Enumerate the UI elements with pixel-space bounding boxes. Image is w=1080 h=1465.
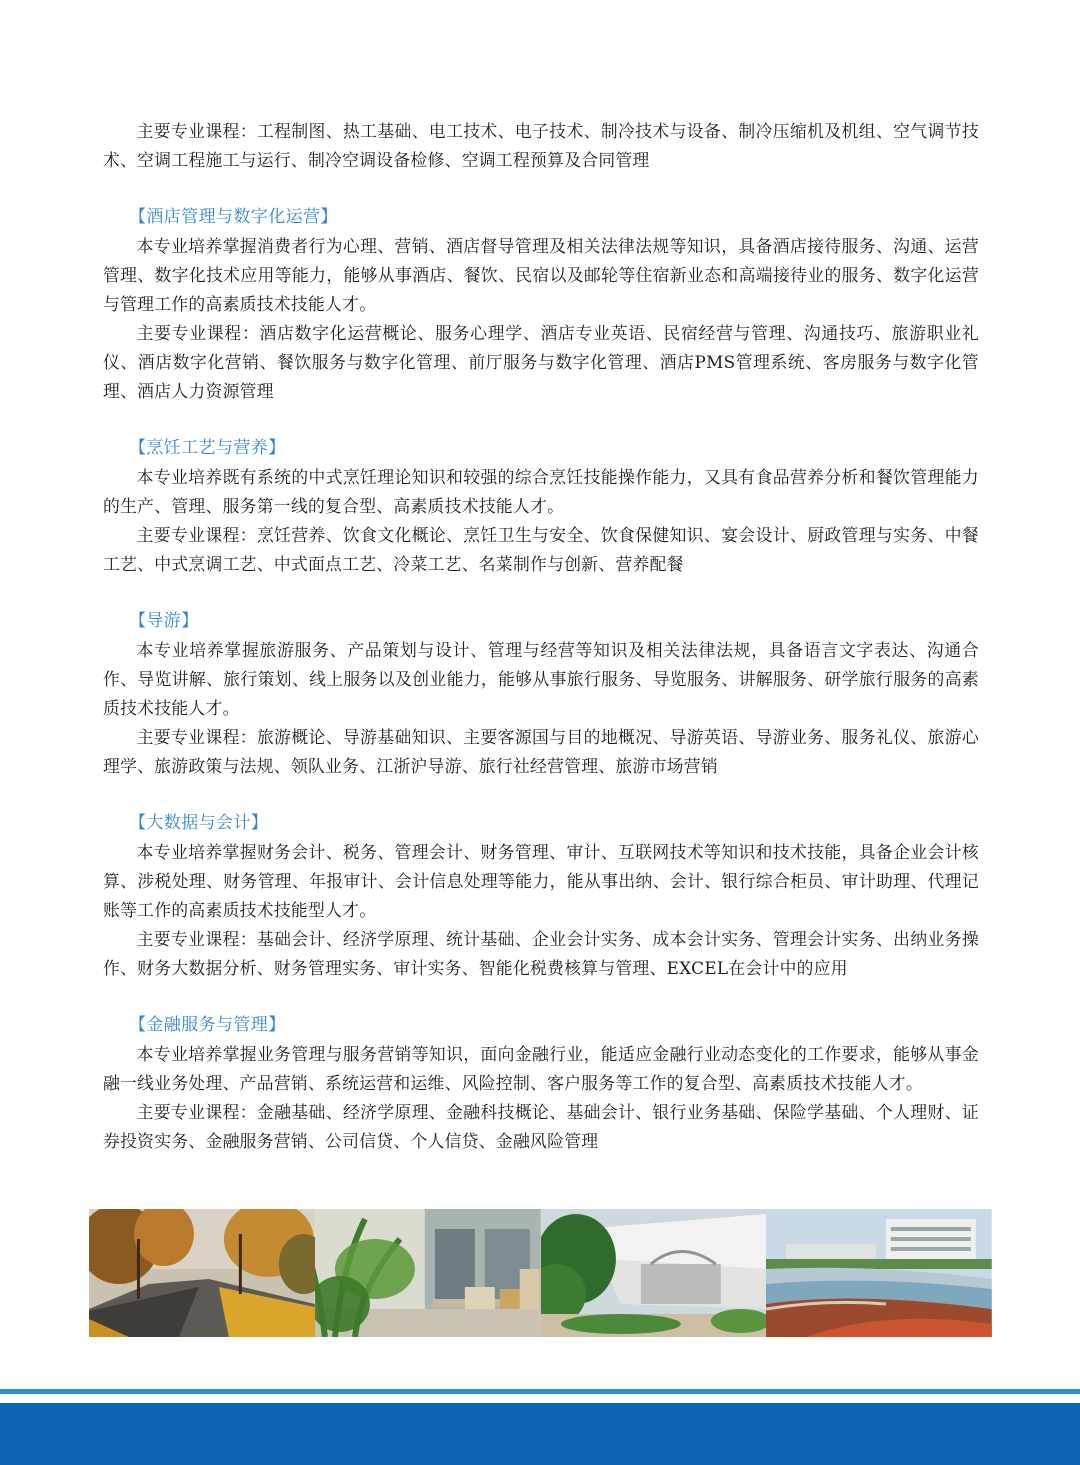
section-heading: 【烹饪工艺与营养】 [129, 438, 286, 458]
autumn-road-photo [89, 1209, 315, 1337]
section-tour-guide [103, 606, 979, 781]
course-list: 主要专业课程：基础会计、经济学原理、统计基础、企业会计实务、成本会计实务、管理会计实务、出纳业务操作、财务大数据分析、财务管理实务、审计实务、智能化税费核算与管理、EXCEL在会计中的应用 [103, 929, 979, 978]
library-photo [315, 1209, 541, 1337]
footer-band [0, 1403, 1080, 1465]
course-list: 主要专业课程：酒店数字化运营概论、服务心理学、酒店专业英语、民宿经营与管理、沟通技巧、旅游职业礼仪、酒店数字化营销、餐饮服务与数字化管理、前厅服务与数字化管理、酒店PMS管理系统、客房服务与数字化管理、酒店人力资源管理 [103, 323, 979, 401]
fountain-plaza-photo [766, 1209, 992, 1337]
section-big-data-accounting [103, 808, 979, 983]
course-list: 主要专业课程：旅游概论、导游基础知识、主要客源国与目的地概况、导游英语、导游业务、服务礼仪、旅游心理学、旅游政策与法规、领队业务、江浙沪导游、旅行社经营管理、旅游市场营销 [103, 727, 979, 776]
program-list [103, 117, 979, 1156]
program-description: 本专业培养既有系统的中式烹饪理论知识和较强的综合烹饪技能操作能力，又具有食品营养分析和餐饮管理能力的生产、管理、服务第一线的复合型、高素质技术技能人才。 [103, 467, 979, 516]
course-list: 主要专业课程：工程制图、热工基础、电工技术、电子技术、制冷技术与设备、制冷压缩机及机组、空气调节技术、空调工程施工与运行、制冷空调设备检修、空调工程预算及合同管理 [103, 121, 979, 170]
footer-accent-line [0, 1389, 1080, 1394]
program-description: 本专业培养掌握旅游服务、产品策划与设计、管理与经营等知识及相关法律法规，具备语言文字表达、沟通合作、导览讲解、旅行策划、线上服务以及创业能力，能够从事旅行服务、导览服务、讲解服务、研学旅行服务的高素质技术技能人才。 [103, 640, 979, 718]
photo-strip [89, 1209, 992, 1337]
course-list: 主要专业课程：金融基础、经济学原理、金融科技概论、基础会计、银行业务基础、保险学基础、个人理财、证券投资实务、金融服务营销、公司信贷、个人信贷、金融风险管理 [103, 1102, 979, 1151]
section-heading: 【金融服务与管理】 [129, 1015, 286, 1035]
section-hvac [103, 117, 979, 175]
section-heading: 【导游】 [129, 611, 199, 631]
section-heading: 【大数据与会计】 [129, 813, 269, 833]
section-finance [103, 1010, 979, 1156]
program-description: 本专业培养掌握消费者行为心理、营销、酒店督导管理及相关法律法规等知识，具备酒店接待服务、沟通、运营管理、数字化技术应用等能力，能够从事酒店、餐饮、民宿以及邮轮等住宿新业态和高端接待业的服务、数字化运营与管理工作的高素质技术技能人才。 [103, 236, 979, 314]
program-description: 本专业培养掌握财务会计、税务、管理会计、财务管理、审计、互联网技术等知识和技术技能，具备企业会计核算、涉税处理、财务管理、年报审计、会计信息处理等能力，能从事出纳、会计、银行综合柜员、审计助理、代理记账等工作的高素质技术技能型人才。 [103, 842, 979, 920]
section-heading: 【酒店管理与数字化运营】 [129, 207, 338, 227]
campus-building-photo [541, 1209, 767, 1337]
section-culinary [103, 433, 979, 579]
course-list: 主要专业课程：烹饪营养、饮食文化概论、烹饪卫生与安全、饮食保健知识、宴会设计、厨政管理与实务、中餐工艺、中式烹调工艺、中式面点工艺、冷菜工艺、名菜制作与创新、营养配餐 [103, 525, 979, 574]
program-description: 本专业培养掌握业务管理与服务营销等知识，面向金融行业，能适应金融行业动态变化的工作要求，能够从事金融一线业务处理、产品营销、系统运营和运维、风险控制、客户服务等工作的复合型、高素质技术技能人才。 [103, 1044, 979, 1093]
section-hotel-management [103, 202, 979, 406]
